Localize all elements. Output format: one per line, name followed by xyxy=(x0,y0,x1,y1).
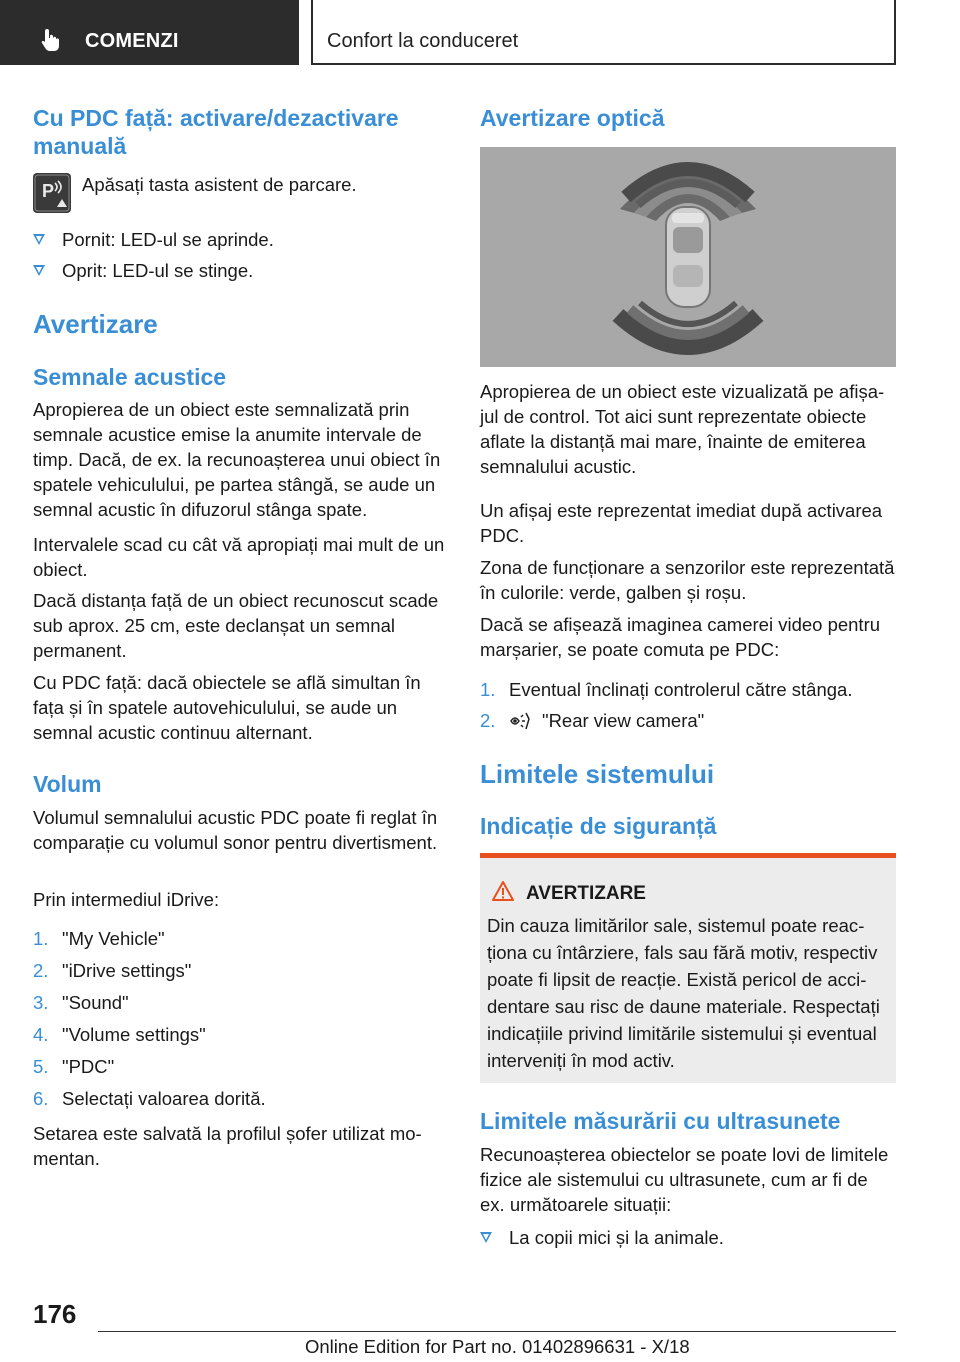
heading-volume: Volum xyxy=(33,771,102,797)
optical-paragraph-2: Un afișaj este reprezentat imediat după activarea PDC. xyxy=(480,500,883,546)
volume-paragraph-2: Prin intermediul iDrive: xyxy=(33,889,220,910)
page-number: 176 xyxy=(33,1299,77,1329)
warning-title: AVERTIZARE xyxy=(526,883,646,904)
ultrasound-paragraph: Recunoașterea obiectelor se poate lovi de limitele fizice ale sistemului cu ultrasunete, cum ar fi de ex. următoarele situații: xyxy=(480,1144,889,1215)
chapter-tab[interactable] xyxy=(311,0,896,65)
optical-paragraph-4: Dacă se afișează imaginea camerei video pentru marșarier, se poate comuta pe PDC: xyxy=(480,614,881,660)
acoustic-paragraph-1: Apropierea de un obiect este semnalizată prin semnale acustice emise la anumite intervale de timp. Dacă, de ex. la recunoașterea unui obiect în spatele vehiculului, pe partea stângă, se aude un semnal acustic în difuzorul stânga spate. xyxy=(33,399,441,520)
section-tab[interactable] xyxy=(0,0,299,65)
heading-system-limits: Limitele sistemului xyxy=(480,759,715,789)
heading-acoustic: Semnale acustice xyxy=(33,364,227,390)
hand-pointer-icon xyxy=(38,27,64,53)
optical-paragraph-1: Apropierea de un obiect este vizualizată pe afișajul de control. Tot aici sunt reprezentate obiecte aflate la distanță mai mare, înainte de emiterea semnalului acustic. xyxy=(480,381,885,477)
chapter-label: Confort la conduceret xyxy=(327,30,519,52)
rear-camera-icon xyxy=(509,711,531,731)
press-button-text: Apăsați tasta asistent de parcare. xyxy=(82,174,357,195)
heading-safety-note: Indicație de siguranță xyxy=(480,813,717,839)
acoustic-paragraph-3: Dacă distanța față de un obiect recunoscut scade sub aprox. 25 cm, este declanșat un semnal permanent. xyxy=(33,590,439,661)
section-label: COMENZI xyxy=(85,30,179,52)
heading-pdc-front: Cu PDC față: activare/dezactivare manuală xyxy=(33,105,399,159)
footer-edition: Online Edition for Part no. 01402896631 - X/18 xyxy=(305,1336,690,1357)
warning-box xyxy=(480,853,896,1083)
footer-divider xyxy=(98,1331,896,1332)
warning-body: Din cauza limitărilor sale, sistemul poate reacționa cu întârziere, fals sau fără motiv, respectiv poate fi lipsit de reacție. Există pericol de accidentare sau risc de daune materiale. Respectați indicațiile privind limitările sistemului și eventual interveniți în mod activ. xyxy=(487,915,880,1071)
svg-text:P: P xyxy=(42,181,55,201)
bullet-triangle-icon xyxy=(480,1232,492,1243)
bullet-triangle-icon xyxy=(33,265,45,276)
heading-optical: Avertizare optică xyxy=(480,105,665,131)
optical-paragraph-3: Zona de funcționare a senzorilor este reprezentată în culorile: verde, galben și roșu. xyxy=(480,557,895,603)
volume-paragraph-1: Volumul semnalului acustic PDC poate fi reglat în comparație cu volumul sonor pentru divertisment. xyxy=(33,807,438,853)
heading-warning: Avertizare xyxy=(33,309,158,339)
pdc-display-image xyxy=(480,147,896,367)
acoustic-paragraph-2: Intervalele scad cu cât vă apropiați mai mult de un obiect. xyxy=(33,534,445,580)
warning-triangle-icon xyxy=(491,880,515,902)
bullet-triangle-icon xyxy=(33,234,45,245)
acoustic-paragraph-4: Cu PDC față: dacă obiectele se află simultan în fața și în spatele autovehiculului, se aude un semnal acustic continuu alternant. xyxy=(33,672,421,743)
heading-ultrasound-limits: Limitele măsurării cu ultrasunete xyxy=(480,1108,841,1134)
parking-assistant-button-icon xyxy=(33,173,71,213)
volume-paragraph-3: Setarea este salvată la profilul șofer utilizat momentan. xyxy=(33,1123,422,1169)
